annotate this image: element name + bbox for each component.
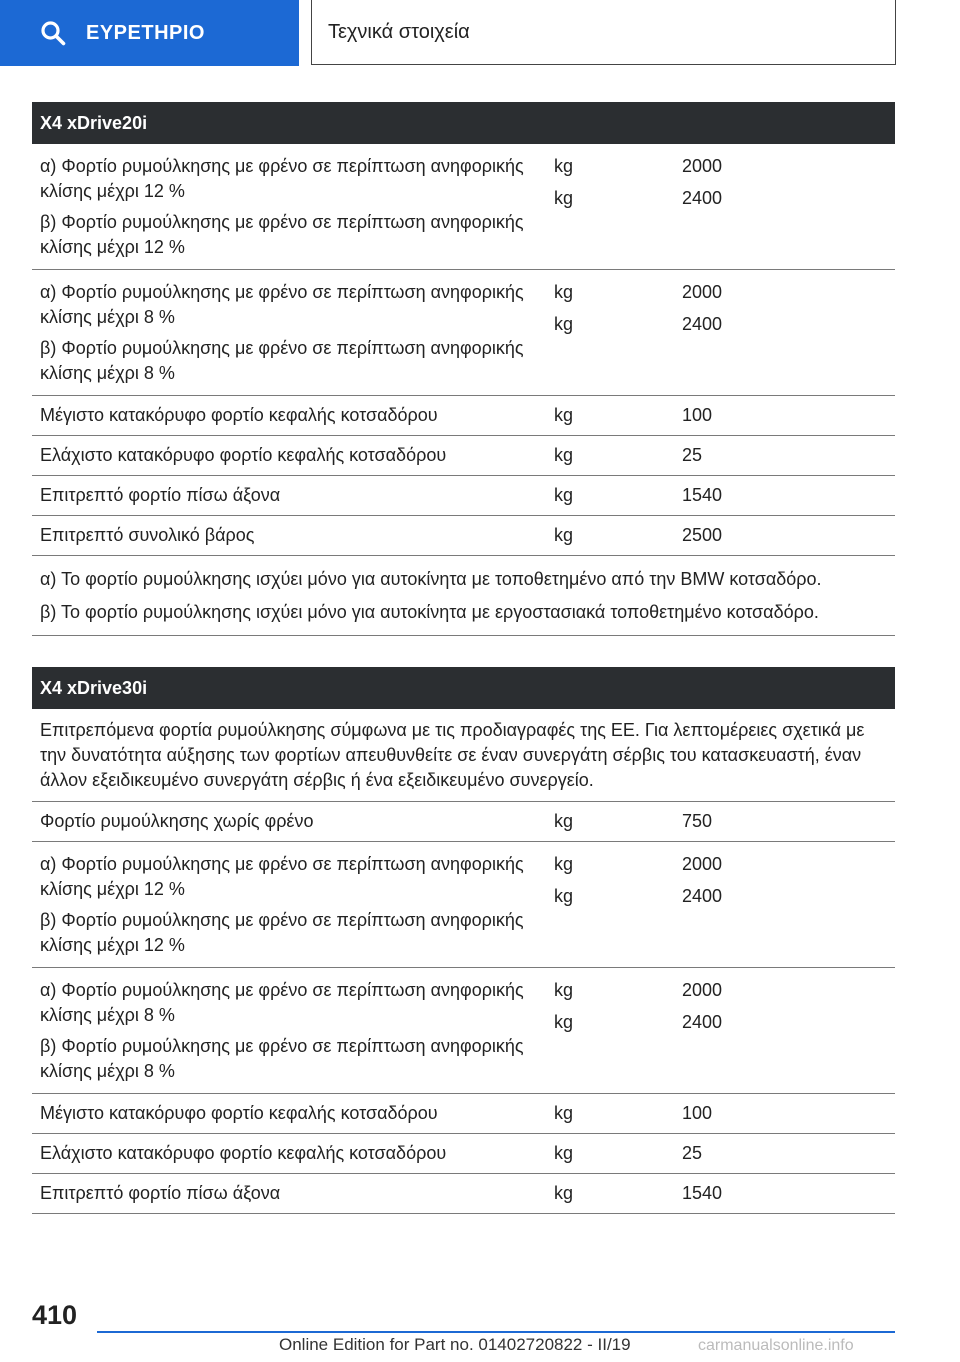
row-label: Επιτρεπτό φορτίο πίσω άξονα (40, 485, 281, 505)
row-label-b: β) Φορτίο ρυμούλκησης με φρένο σε περίπτωση ανηφορικής κλίσης μέχρι 8 % (40, 338, 524, 383)
footer-divider (97, 1331, 895, 1333)
row-unit: kg (554, 485, 574, 505)
chapter-title-text: Τεχνικά στοιχεία (328, 20, 470, 43)
watermark: carmanualsonline.info (698, 1337, 854, 1354)
table-row (32, 1094, 895, 1134)
row-value: 25 (682, 445, 703, 465)
row-label-a: α) Φορτίο ρυμούλκησης με φρένο σε περίπτωση ανηφορικής κλίσης μέχρι 8 % (40, 980, 524, 1025)
value-b: 2400 (682, 188, 723, 208)
row-label: Επιτρεπτό συνολικό βάρος (40, 525, 255, 545)
row-unit: kg (554, 811, 574, 831)
table-row (32, 436, 895, 476)
table-row (32, 842, 895, 968)
row-value: 25 (682, 1143, 703, 1163)
table-row (32, 968, 895, 1094)
unit-b: kg (554, 188, 574, 208)
page-number: 410 (32, 1300, 78, 1330)
row-unit (554, 978, 682, 1084)
row-unit: kg (554, 525, 574, 545)
value-a: 2000 (682, 854, 723, 874)
search-icon (40, 20, 66, 46)
row-label (32, 154, 554, 260)
edition-text: Online Edition for Part no. 01402720822 - II/19 (279, 1335, 631, 1354)
chapter-title (311, 0, 896, 65)
row-label: Επιτρεπτό φορτίο πίσω άξονα (40, 1183, 281, 1203)
row-value: 100 (682, 1103, 713, 1123)
table-row (32, 476, 895, 516)
table-row (32, 516, 895, 556)
row-label (32, 978, 554, 1084)
row-label-b: β) Φορτίο ρυμούλκησης με φρένο σε περίπτωση ανηφορικής κλίσης μέχρι 12 % (40, 910, 524, 955)
row-value (682, 154, 895, 260)
unit-b: kg (554, 314, 574, 334)
row-label: Μέγιστο κατακόρυφο φορτίο κεφαλής κοτσαδόρου (40, 1103, 438, 1123)
row-label: Ελάχιστο κατακόρυφο φορτίο κεφαλής κοτσαδόρου (40, 445, 447, 465)
value-a: 2000 (682, 156, 723, 176)
row-label: Φορτίο ρυμούλκησης χωρίς φρένο (40, 811, 314, 831)
row-label-a: α) Φορτίο ρυμούλκησης με φρένο σε περίπτωση ανηφορικής κλίσης μέχρι 12 % (40, 156, 524, 201)
row-label-b: β) Φορτίο ρυμούλκησης με φρένο σε περίπτωση ανηφορικής κλίσης μέχρι 8 % (40, 1036, 524, 1081)
row-value: 2500 (682, 525, 723, 545)
value-b: 2400 (682, 1012, 723, 1032)
row-unit (554, 852, 682, 958)
unit-b: kg (554, 886, 574, 906)
index-button[interactable] (0, 0, 299, 66)
value-a: 2000 (682, 282, 723, 302)
table-row (32, 1174, 895, 1214)
row-unit (554, 280, 682, 386)
table-row (32, 270, 895, 396)
row-label-b: β) Φορτίο ρυμούλκησης με φρένο σε περίπτωση ανηφορικής κλίσης μέχρι 12 % (40, 212, 524, 257)
row-value: 1540 (682, 485, 723, 505)
row-unit (554, 154, 682, 260)
table-row (32, 802, 895, 842)
value-b: 2400 (682, 886, 723, 906)
row-unit: kg (554, 445, 574, 465)
content (32, 102, 895, 1214)
table-row (32, 144, 895, 270)
row-label-a: α) Φορτίο ρυμούλκησης με φρένο σε περίπτωση ανηφορικής κλίσης μέχρι 12 % (40, 854, 524, 899)
unit-a: kg (554, 282, 574, 302)
value-b: 2400 (682, 314, 723, 334)
row-value: 100 (682, 405, 713, 425)
row-unit: kg (554, 405, 574, 425)
note-a: α) Το φορτίο ρυμούλκησης ισχύει μόνο για αυτοκίνητα με τοποθετημένο από την BMW κοτσαδόρο. (40, 569, 822, 589)
row-unit: kg (554, 1103, 574, 1123)
table-row (32, 1134, 895, 1174)
intro-text: Επιτρεπόμενα φορτία ρυμούλκησης σύμφωνα με τις προδιαγραφές της ΕΕ. Για λεπτομέρειες σχετικά με την δυνατότητα αύξησης των φορτίων απευθυνθείτε σε έναν συνεργάτη σέρβις του κατασκευαστή, έναν άλλον εξειδικευμένο συνεργάτη σέρβις ή ένα εξειδικευμένο συνεργείο. (40, 720, 865, 790)
unit-a: kg (554, 980, 574, 1000)
row-value (682, 852, 895, 958)
value-a: 2000 (682, 980, 723, 1000)
table-row (32, 396, 895, 436)
row-label (32, 852, 554, 958)
row-unit: kg (554, 1183, 574, 1203)
table-notes (32, 556, 895, 636)
row-label: Ελάχιστο κατακόρυφο φορτίο κεφαλής κοτσαδόρου (40, 1143, 447, 1163)
row-value (682, 978, 895, 1084)
section-header-x4-xdrive20i: X4 xDrive20i (32, 102, 895, 144)
note-b: β) Το φορτίο ρυμούλκησης ισχύει μόνο για αυτοκίνητα με εργοστασιακά τοποθετημένο κοτσαδόρο. (40, 602, 819, 622)
index-label: ΕΥΡΕΤΗΡΙΟ (86, 21, 205, 44)
row-label-a: α) Φορτίο ρυμούλκησης με φρένο σε περίπτωση ανηφορικής κλίσης μέχρι 8 % (40, 282, 524, 327)
unit-a: kg (554, 156, 574, 176)
unit-b: kg (554, 1012, 574, 1032)
row-label: Μέγιστο κατακόρυφο φορτίο κεφαλής κοτσαδόρου (40, 405, 438, 425)
section-gap (32, 636, 895, 667)
row-unit: kg (554, 1143, 574, 1163)
row-value: 1540 (682, 1183, 723, 1203)
row-value: 750 (682, 811, 713, 831)
section-intro (32, 709, 895, 802)
row-label (32, 280, 554, 386)
row-value (682, 280, 895, 386)
unit-a: kg (554, 854, 574, 874)
section-header-x4-xdrive30i: X4 xDrive30i (32, 667, 895, 709)
